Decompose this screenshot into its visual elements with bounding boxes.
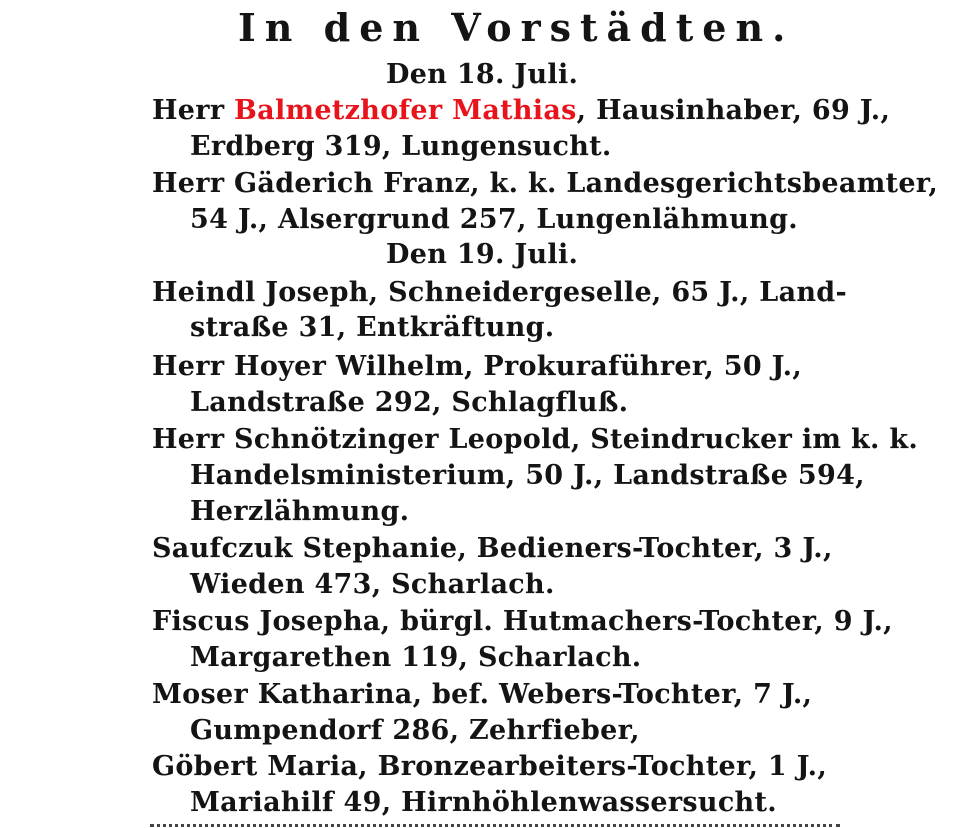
entry-1-rest: , Hausinhaber, 69 J., [576, 95, 891, 126]
entry-4-line-1: Herr Hoyer Wilhelm, Prokuraführer, 50 J., [152, 351, 803, 382]
section-heading: In den Vorstädten. [238, 5, 795, 50]
entry-1-prefix: Herr [152, 95, 225, 126]
entry-2-line-1: Herr Gäderich Franz, k. k. Landesgerichtsbeamter, [152, 168, 939, 199]
entry-8-line-1: Moser Katharina, bef. Webers-Tochter, 7 J., [152, 679, 813, 710]
entry-1-line-1 [152, 93, 891, 129]
date-heading-18-july: Den 18. Juli. [386, 59, 579, 90]
entry-7-line-2: Margarethen 119, Scharlach. [190, 642, 642, 673]
entry-9-line-2: Mariahilf 49, Hirnhöhlenwassersucht. [190, 787, 777, 818]
cut-off-next-line [150, 818, 840, 828]
entry-2-line-2: 54 J., Alsergrund 257, Lungenlähmung. [190, 204, 798, 235]
highlighted-name: Balmetzhofer Mathias [234, 95, 577, 126]
entry-9-line-1: Göbert Maria, Bronzearbeiters-Tochter, 1 J., [152, 751, 828, 782]
entry-4-line-2: Landstraße 292, Schlagfluß. [190, 387, 629, 418]
entry-7-line-1: Fiscus Josepha, bürgl. Hutmachers-Tochter, 9 J., [152, 606, 893, 637]
date-heading-19-july: Den 19. Juli. [386, 239, 579, 270]
entry-6-line-2: Wieden 473, Scharlach. [190, 569, 555, 600]
entry-5-line-1: Herr Schnötzinger Leopold, Steindrucker im k. k. [152, 424, 919, 455]
entry-3-line-1: Heindl Joseph, Schneidergeselle, 65 J., Land- [152, 277, 847, 308]
entry-5-line-3: Herzlähmung. [190, 496, 410, 527]
entry-1-line-2: Erdberg 319, Lungensucht. [190, 131, 612, 162]
entry-8-line-2: Gumpendorf 286, Zehrfieber, [190, 715, 640, 746]
entry-5-line-2: Handelsministerium, 50 J., Landstraße 594, [190, 460, 865, 491]
entry-6-line-1: Saufczuk Stephanie, Bedieners-Tochter, 3 J., [152, 533, 833, 564]
entry-3-line-2: straße 31, Entkräftung. [190, 312, 555, 343]
